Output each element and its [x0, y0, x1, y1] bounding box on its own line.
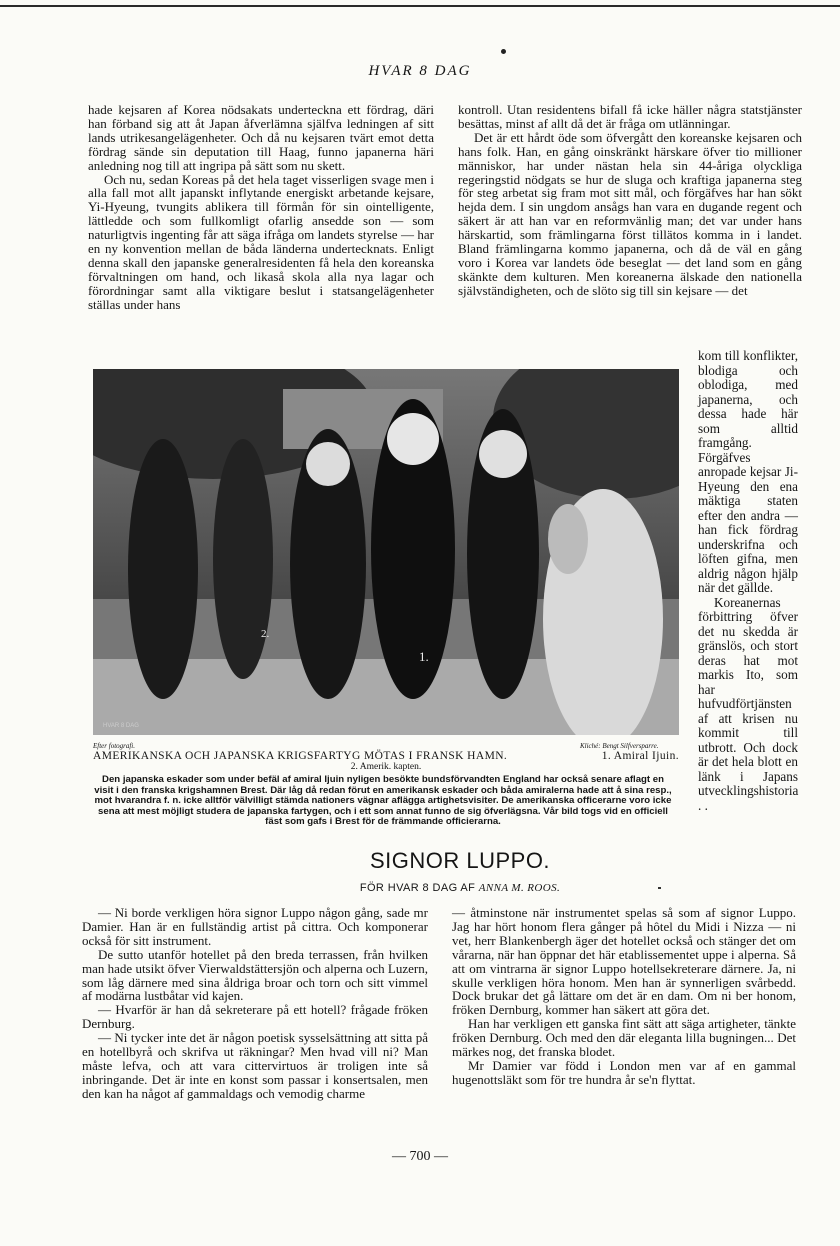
ink-mark: [658, 887, 661, 889]
photo-illustration: [93, 369, 679, 735]
story-column-2: [452, 906, 796, 1087]
running-title: HVAR 8 DAG: [368, 63, 472, 79]
photo-watermark: HVAR 8 DAG: [103, 723, 139, 729]
story-byline: [300, 882, 620, 894]
caption-key-1: 1. Amiral Ijuin.: [601, 750, 679, 762]
article-paragraph: Det är ett hårdt öde som öfvergått den koreanske kejsaren och hans folk. Han, en gång oinskränkt härskare öfver tio millioner människor, har under nästan hela sin 44-åriga olyckliga regeringstid nödgats se hur de sluga och kraftiga japanerna steg för steg arbetat sig fram mot sitt mål, och förgäfves har han sökt hejda dem. I sin ungdom ansågs han vara en dugande regent och säkert är att han var en reformvänlig man; det var under hans härskartid, som främlingarna först tillätos komma in i landet. Bland främlingarna kommo japanerna, och då de väl en gång voro i Korea var landets öde beseglat — det land som en gång skänkte dem kulturen. Men koreanerna älskade den nationella självständigheten, och de slöto sig till sin kejsare — det: [458, 129, 802, 298]
story-paragraph: — Hvarför är han då sekreterare på ett hotell? frågade fröken Dernburg.: [82, 1002, 428, 1032]
ink-dot: [501, 49, 506, 54]
byline-prefix: FÖR HVAR 8 DAG AF: [359, 882, 476, 894]
photo-label-2: 2.: [261, 628, 270, 640]
top-rule: [0, 5, 840, 7]
article-paragraph: hade kejsaren af Korea nödsakats underteckna ett fördrag, däri han förband sig att åt Japan åfverlämna själfva ledningen af sitt lands utrikesangelägenheter. Och då nu kejsaren tvärt emot detta fördrag sände sin deputation till Haag, funno japanerna häri anledning nog till att ingripa på sätt som nu skett.: [88, 102, 434, 173]
photo-label-1: 1.: [419, 649, 429, 664]
photo-credit-left: Efter fotografi.: [93, 742, 135, 750]
photo-caption-body: Den japanska eskader som under befäl af amiral Ijuin nyligen besökte bundsförvandten England har också senare aflagt en visit i den franska krigshamnen Brest. Där låg då redan förut en amerikansk eskader och båda amiralerna hade att å sina resp., mot hvarandra f. n. icke alltför välvilligt stämda nationers vägnar aflägga artighetsvisiter. De amerikanska officerarne voro icke sena att mest möjligt studera de japanska fartygen, och i ett som annat funno de sig öfverlägsna. Vår bild togs vid en officiell fäst som gafs i Brest för de främmande officierarna.: [94, 774, 672, 828]
story-paragraph: Han har verkligen ett ganska fint sätt att säga artigheter, tänkte fröken Dernburg. Och med den där eleganta lilla bugningen... Det märkes nog, det franska blodet.: [452, 1016, 796, 1060]
story-paragraph: Mr Damier var född i London men var af en gammal hugenottsläkt som för tre hundra år se'n flyttat.: [452, 1057, 796, 1087]
article-paragraph: kom till konflikter, blodiga och oblodiga, med japanerna, och dessa hade här som alltid framgång. Förgäfves anropade kejsar Ji-Hyeung den ena mäktiga staten efter den andra — han fick fördrag underskrifna och löften gifna, men aldrig någon hjälp när det gällde.: [698, 348, 798, 595]
story-paragraph: — åtminstone när instrumentet spelas så som af signor Luppo. Jag har hört honom flera gånger på hôtel du Midi i Nizza — ni vet, herr Blankenbergh äger det hotellet också och stänger det om vårarna, när han öppnar det här etablissementet uppe i alperna. Så att om vintrarna är signor Luppo hotellsekreterare därnere. Ja, ni skulle verkligen höra honom. Men han är synnerligen svårbedd. Dock brukar det gå lättare om det är en dam. Om ni ber honom, fröken Dernburg, kommer han säkert att göra det.: [452, 905, 796, 1018]
photo-credit-right: Kliché: Bengt Silfversparre.: [580, 742, 659, 750]
article-column-1: [88, 103, 434, 312]
article-column-2: [458, 103, 802, 298]
article-paragraph: kontroll. Utan residentens bifall få icke häller några statstjänster besättas, minst af allt då det är fråga om utlänningar.: [458, 102, 802, 131]
news-photograph: [93, 369, 679, 735]
story-paragraph: — Ni tycker inte det är någon poetisk sysselsättning att sitta på en hotellbyrå och skrifva ut räkningar? Men hvad vill ni? Man måste lefva, och att vara cittervirtuos är troligen inte så inbringande. Det är inte en konst som passar i konsertsalen, men den kan ha något af gammaldags och vemodig charme: [82, 1030, 428, 1101]
story-paragraph: — Ni borde verkligen höra signor Luppo någon gång, sade mr Damier. Han är en fullständig artist på cittra. Och komponerar också för sitt instrument.: [82, 905, 428, 948]
article-column-2-narrow: [698, 349, 798, 813]
story-paragraph: De sutto utanför hotellet på den breda terrassen, från hvilken man hade utsikt öfver Vierwaldstättersjön och alperna och Luzern, som låg därnere med sina åldriga broar och torn och sitt vimmel af modärna lustbåtar vid kajen.: [82, 946, 428, 1004]
article-paragraph: Koreanernas förbittring öfver det nu skedda är gränslös, och stort deras hat mot markis Ito, som har hufvudförtjänsten af att krisen nu kommit till utbrott. Och dock är det hela blott en länk i Japans utvecklingshistoria . .: [698, 594, 799, 813]
caption-key-2: 2. Amerik. kapten.: [350, 762, 422, 772]
story-title: SIGNOR LUPPO.: [369, 848, 551, 873]
page-number: — 700 —: [392, 1149, 448, 1164]
article-paragraph: Och nu, sedan Koreas på det hela taget visserligen svage men i alla fall mot allt japanskt inflytande energiskt arbetande kejsare, Yi-Hyeung, tvungits ablikera till förmån för sin ointelligente, lättledde och som fullkomligt ofarlig ansedde son — som naturligtvis ingenting får att säga ifråga om landets styrelse — har en ny konvention mellan de båda länderna undertecknats. Enligt denna skall den japanske generalresidenten få hela den koreanska förvaltningen om hand, och likaså skola alla nya lagar och förordningar samt alla viktigare beslut i statsangelägenheter ställas under hans: [88, 171, 434, 312]
caption-title-text: AMERIKANSKA OCH JAPANSKA KRIGSFARTYG MÖTAS I FRANSK HAMN.: [93, 750, 508, 762]
story-column-1: [82, 906, 428, 1101]
byline-author: ANNA M. ROOS.: [478, 882, 561, 894]
